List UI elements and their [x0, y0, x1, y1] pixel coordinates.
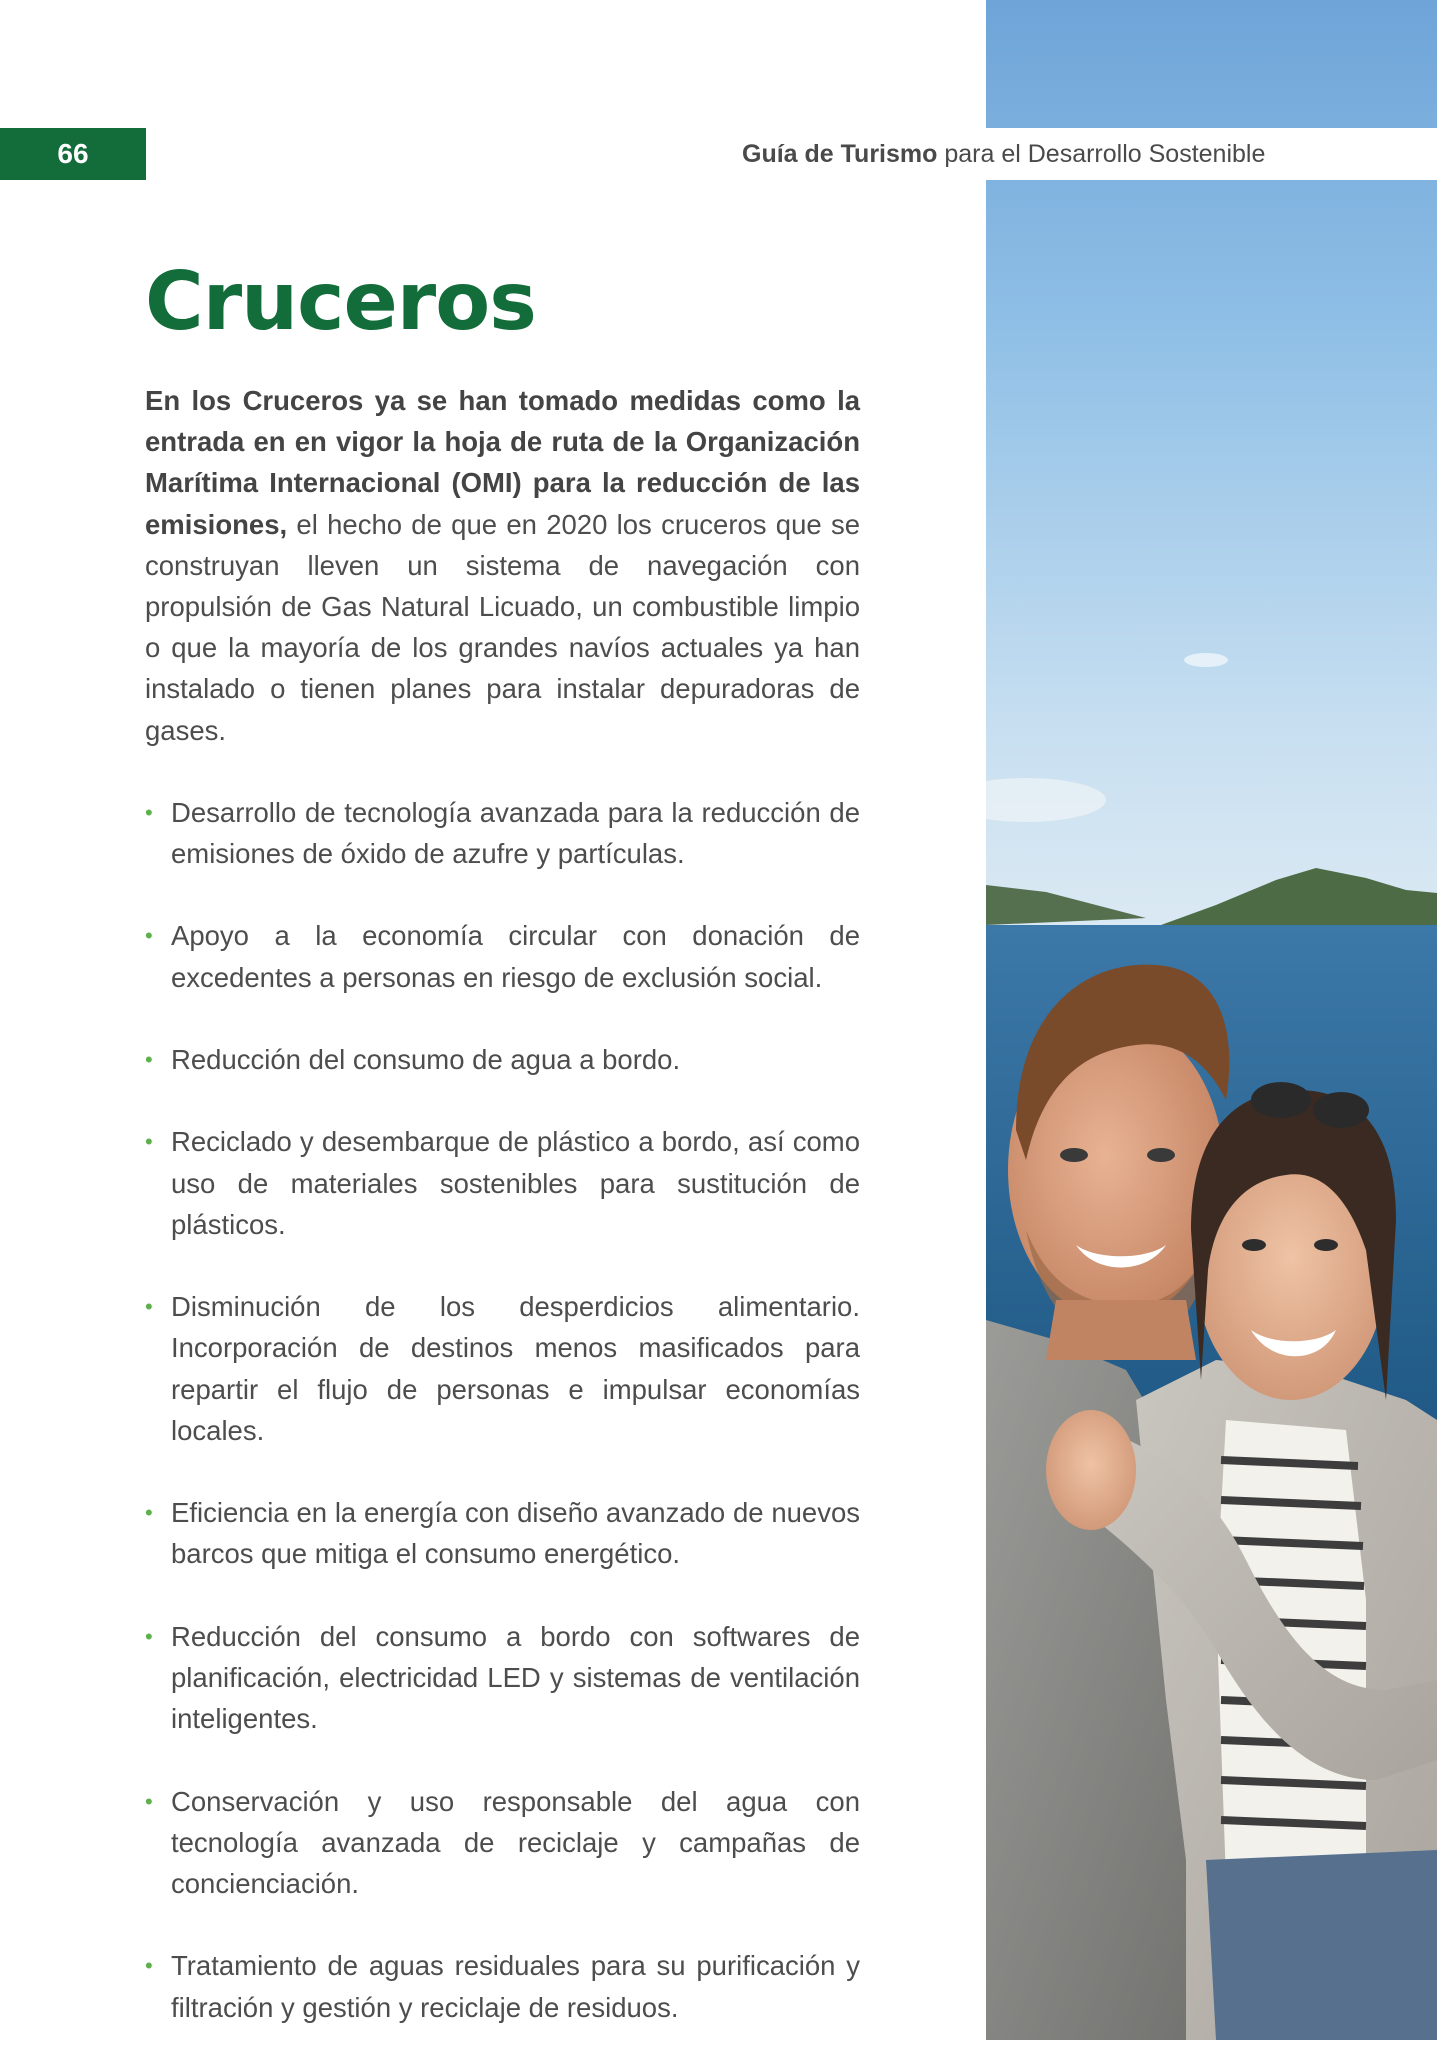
- list-item-text: Reciclado y desembarque de plástico a bordo, así como uso de materiales sostenibles para sustitución de plásticos.: [171, 1126, 860, 1240]
- guide-title-rest: para el Desarrollo Sostenible: [937, 139, 1266, 168]
- list-item-text: Tratamiento de aguas residuales para su purificación y filtración y gestión y reciclaje de residuos.: [171, 1950, 860, 2023]
- list-item-text: Eficiencia en la energía con diseño avanzado de nuevos barcos que mitiga el consumo energético.: [171, 1497, 860, 1570]
- list-item-text: Reducción del consumo de agua a bordo.: [171, 1044, 681, 1076]
- intro-text: el hecho de que en 2020 los cruceros que se construyan lleven un sistema de navegación con propulsión de Gas Natural Licuado, un combustible limpio o que la mayoría de los grandes navíos actuales ya han instalado o tienen planes para instalar depuradoras de gases.: [145, 508, 860, 746]
- bullet-icon: •: [145, 923, 153, 949]
- list-item: [145, 792, 860, 874]
- bullet-icon: •: [145, 1047, 153, 1073]
- guide-title: [742, 140, 1265, 169]
- list-item-text: Reducción del consumo a bordo con softwares de planificación, electricidad LED y sistemas de ventilación inteligentes.: [171, 1620, 860, 1735]
- list-item-text: Desarrollo de tecnología avanzada para la reducción de emisiones de óxido de azufre y partículas.: [171, 796, 860, 870]
- list-item: [145, 1781, 860, 1905]
- intro-paragraph: [145, 380, 860, 751]
- page-number: 66: [57, 138, 89, 169]
- guide-title-bold: Guía de Turismo: [742, 139, 938, 168]
- list-item: [145, 1945, 860, 2027]
- list-item-text: Disminución de los desperdicios alimentario. Incorporación de destinos menos masificados para repartir el flujo de personas e impulsar economías locales.: [171, 1291, 860, 1446]
- bullet-icon: •: [145, 1788, 153, 1814]
- bullet-icon: •: [145, 1623, 153, 1649]
- list-item: [145, 1039, 860, 1080]
- list-item: [145, 1492, 860, 1574]
- intro-bold: En los Cruceros ya se han tomado medidas como la entrada en en vigor la hoja de ruta de la Organización Marítima Internacional (OMI) para la reducción de las emisiones,: [145, 385, 860, 540]
- bullet-icon: •: [145, 1294, 153, 1320]
- page-title: Cruceros: [145, 255, 536, 348]
- bullet-icon: •: [145, 1500, 153, 1526]
- running-header: [740, 128, 1437, 180]
- couple-at-sea-photo: [986, 0, 1437, 2040]
- bullet-icon: •: [145, 1129, 153, 1155]
- list-item: [145, 1616, 860, 1740]
- list-item: [145, 915, 860, 997]
- list-item: [145, 1121, 860, 1245]
- list-item-text: Conservación y uso responsable del agua con tecnología avanzada de reciclaje y campañas de concienciación.: [171, 1785, 860, 1899]
- bullet-icon: •: [145, 1953, 153, 1979]
- main-content: [145, 254, 860, 2069]
- measures-list: [145, 792, 860, 2028]
- list-item-text: Apoyo a la economía circular con donación de excedentes a personas en riesgo de exclusión social.: [171, 920, 860, 993]
- page-number-badge: [0, 128, 146, 180]
- list-item: [145, 1286, 860, 1451]
- bullet-icon: •: [145, 799, 153, 825]
